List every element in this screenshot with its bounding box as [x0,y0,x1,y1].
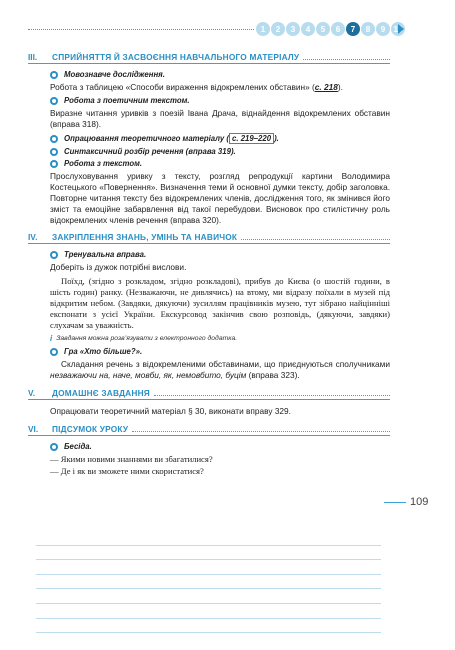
section-header-v [28,388,390,400]
page-dot-3[interactable]: 3 [286,22,300,36]
note-line[interactable] [36,575,381,590]
page-reference[interactable]: с. 218 [314,82,338,92]
section-number: V. [28,388,36,398]
section-header-iv [28,232,390,244]
page-dot-6[interactable]: 6 [331,22,345,36]
question-line: — Якими новими знаннями ви збагатилися? [50,454,213,464]
lesson-content [28,52,390,478]
bullet-icon [50,160,58,168]
task-item [50,147,390,156]
task-label: Опрацювання теоретичного матеріалу ( с. 219–220 ). [64,134,279,143]
bullet-icon [50,135,58,143]
page-number-rule [384,502,406,503]
bullet-icon [50,148,58,156]
task-item [50,96,390,105]
task-label: Тренувальна вправа. [64,250,147,259]
task-label: Робота з текстом. [64,159,143,168]
task-text: Робота з таблицею «Способи вираження відокремлених обставин» (с. 218). [50,82,343,92]
task-label: Синтаксичний розбір речення (вправа 319). [64,147,236,156]
page-dot-10[interactable]: 10 [391,22,405,36]
note-line[interactable] [36,619,381,634]
task-item [50,70,390,79]
note-line[interactable] [36,531,381,546]
note-icon: i [50,334,53,343]
page-dot-1[interactable]: 1 [256,22,270,36]
note-text: Завдання можна розв’язувати з електронного додатка. [56,335,238,342]
dotted-divider [132,426,390,432]
page-number [384,496,428,508]
section-number: IV. [28,232,38,242]
task-text: Складання речень з відокремленими обставинами, що приєднуються сполучниками незважаючи на, наче, мовби, як, немовбито, буцім (вправа 323). [50,359,390,380]
page-dot-2[interactable]: 2 [271,22,285,36]
bullet-icon [50,443,58,451]
dotted-divider [28,29,254,30]
section-title: ДОМАШНЄ ЗАВДАННЯ [52,388,150,398]
section-header-iii [28,52,390,64]
page-number-list [256,22,405,36]
task-item [50,347,390,356]
section-header-vi [28,424,390,436]
task-item [50,250,390,259]
notes-lines [36,531,381,633]
bullet-icon [50,71,58,79]
section-title: СПРИЙНЯТТЯ Й ЗАСВОЄННЯ НАВЧАЛЬНОГО МАТЕРІАЛУ [52,52,300,62]
task-item [50,159,390,168]
page-number-text: 109 [410,496,429,508]
task-text: Прослуховування уривку з тексту, розгляд репродукції картини Володимира Костецького «Повернення». Визначення теми й основної думки тексту, добір заголовка. Повторне читання тексту без відокремлених членів, дослідження того, як змінився його зміст та емоційне забарвлення від такої перебудови. Висновок про стилістичну роль відокремлених членів речення (вправа 320). [50,171,390,225]
task-instruction: Доберіть із дужок потрібні вислови. [50,262,187,272]
dotted-divider [154,390,390,396]
bullet-icon [50,348,58,356]
dotted-divider [303,54,390,60]
page-dot-4[interactable]: 4 [301,22,315,36]
question-line: — Де і як ви зможете ними скористатися? [50,466,204,476]
exercise-text: Поїхд, (згідно з розкладом, згідно розкладові), прибув до Києва (о шостій години, в шість годин) ранку. (Незважаючи, не дивлячись) на втому, ми відразу поїхали в музей під відкритим небом. (Завдяки, дякуючи) зусиллям працівників музею, тут зібрано найцінніші експонати з усієї України. Екскурсовод закінчив свою розповідь, (дякуючи, завдяки) слухачам за уважність. [50,276,390,330]
task-label: Бесіда. [64,442,92,451]
note [50,334,390,343]
task-label: Робота з поетичним текстом. [64,96,190,105]
dotted-divider [241,234,390,240]
note-line[interactable] [36,604,381,619]
note-line[interactable] [36,546,381,561]
page-dot-5[interactable]: 5 [316,22,330,36]
section-title: ЗАКРІПЛЕННЯ ЗНАНЬ, УМІНЬ ТА НАВИЧОК [52,232,238,242]
next-arrow-icon[interactable] [398,24,404,34]
section-number: III. [28,52,38,62]
page-dot-8[interactable]: 8 [361,22,375,36]
page-dot-7-current[interactable]: 7 [346,22,360,36]
page-reference[interactable]: с. 219–220 [229,133,274,144]
task-item [50,133,390,144]
page-navigation [28,22,403,38]
section-title: ПІДСУМОК УРОКУ [52,424,129,434]
homework-text: Опрацювати теоретичний матеріал § 30, виконати вправу 329. [50,406,291,416]
bullet-icon [50,251,58,259]
task-label: Мовознавче дослідження. [64,70,165,79]
page-dot-9[interactable]: 9 [376,22,390,36]
note-line[interactable] [36,589,381,604]
task-label: Гра «Хто більше?». [64,347,143,356]
note-line[interactable] [36,560,381,575]
section-number: VI. [28,424,39,434]
task-text: Виразне читання уривків з поезій Івана Драча, віднайдення відокремлених обставин (вправа 318). [50,108,390,129]
task-item [50,442,390,451]
bullet-icon [50,97,58,105]
